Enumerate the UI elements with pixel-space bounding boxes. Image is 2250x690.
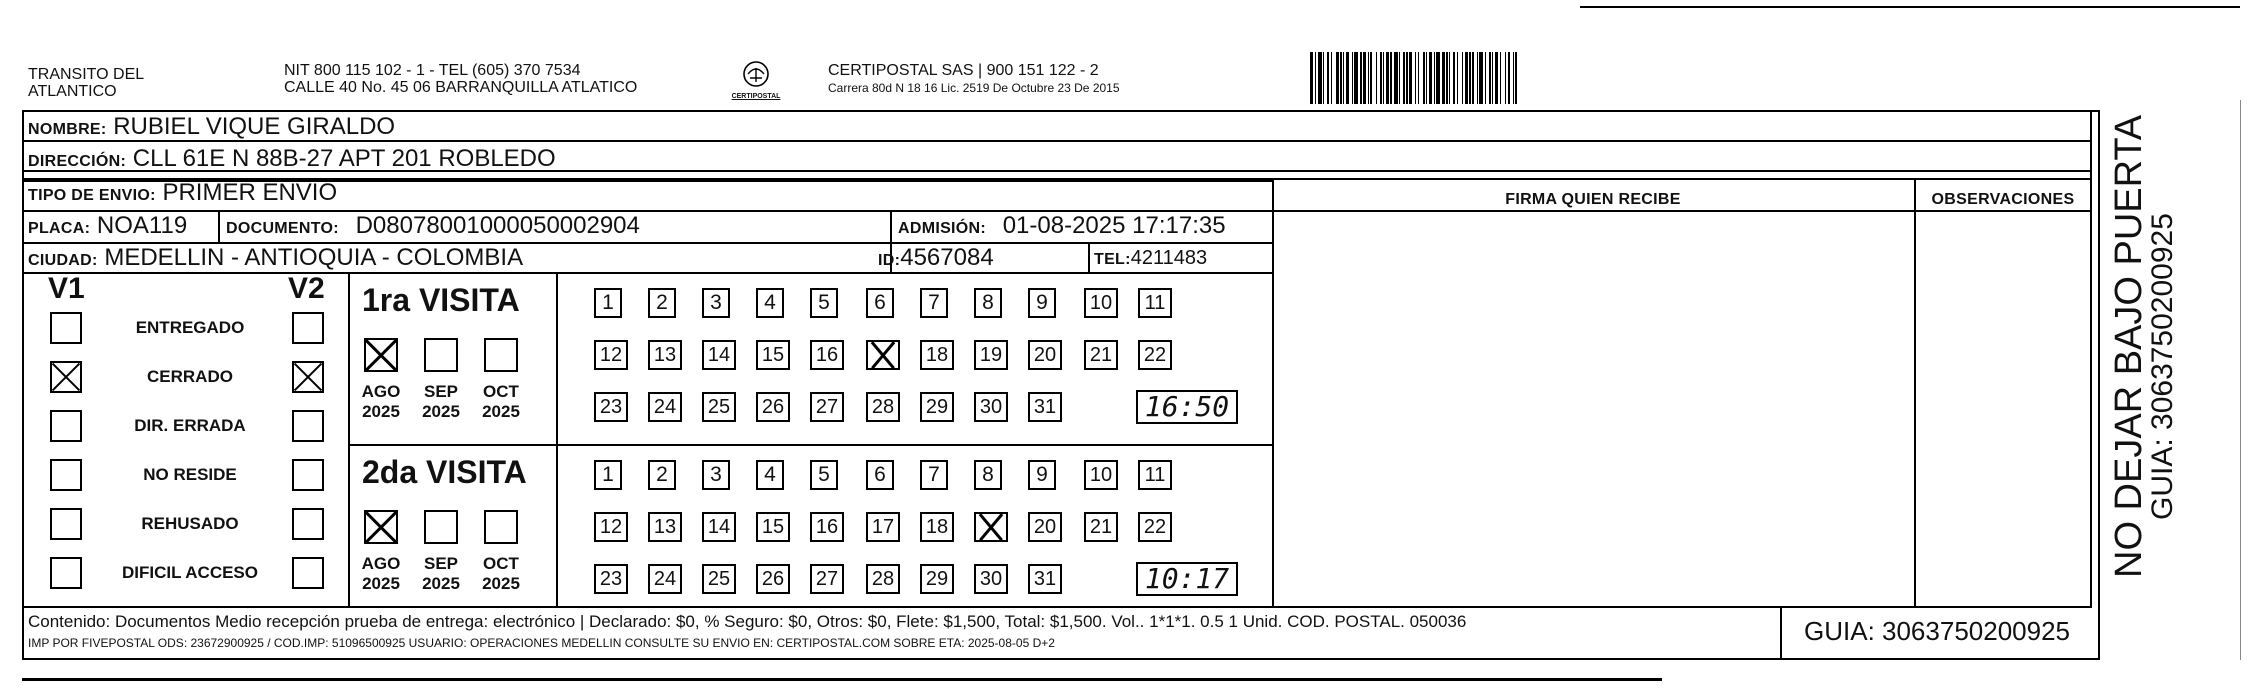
month-block [416, 554, 466, 594]
sep-status-visits [348, 272, 350, 608]
day-box[interactable]: 14 [702, 340, 736, 370]
documento-label: DOCUMENTO: [226, 220, 339, 237]
day-box[interactable]: 14 [702, 512, 736, 542]
admision-label: ADMISIÓN: [898, 220, 987, 237]
footer-contenido: Contenido: Documentos Medio recepción prueba de entrega: electrónico | Declarado: $0, % Seguro: $0, Otros: $0, Flete: $1,500, Total: $1,500. Vol.. 1*1*1. 0.5 1 Unid. COD. POSTAL. 050036 [28, 612, 1467, 631]
side-guia: GUIA: 3063750200925 [2146, 213, 2179, 520]
sep-visit1-visit2 [348, 444, 1274, 446]
month-checkbox[interactable] [364, 338, 398, 372]
carrier-line1: CERTIPOSTAL SAS | 900 151 122 - 2 [828, 62, 1099, 79]
form-border-right [2098, 110, 2100, 660]
placa-row [28, 213, 187, 242]
v2-checkbox[interactable] [292, 557, 324, 589]
status-label: DIR. ERRADA [134, 416, 246, 435]
sep-placa [218, 210, 220, 242]
carrier-block [828, 62, 1120, 95]
tel-value: 4211483 [1130, 247, 1208, 269]
month-label: SEP [423, 382, 459, 401]
day-box[interactable]: 27 [810, 392, 844, 422]
v1-label: V1 [48, 272, 85, 305]
v2-checkbox[interactable] [292, 410, 324, 442]
status-label: CERRADO [147, 367, 233, 386]
day-box[interactable]: 29 [920, 392, 954, 422]
bottom-rule [22, 678, 1662, 681]
inner-right-border [2090, 110, 2092, 608]
status-label: DIFICIL ACCESO [121, 563, 258, 582]
observaciones-label-cell [1916, 184, 2090, 213]
day-box[interactable]: 7 [920, 460, 948, 490]
direccion-value: CLL 61E N 88B-27 APT 201 ROBLEDO [132, 145, 556, 172]
month-label: OCT [483, 382, 519, 401]
year-label: 2025 [422, 574, 460, 593]
day-box[interactable]: 25 [702, 564, 736, 594]
day-box[interactable]: 25 [702, 392, 736, 422]
nombre-value: RUBIEL VIQUE GIRALDO [113, 113, 396, 140]
logo-text: CERTIPOSTAL [731, 93, 781, 100]
form-border-top [22, 110, 2100, 112]
ciudad-row [28, 245, 523, 274]
nombre-label: NOMBRE: [28, 121, 107, 138]
direccion-row [28, 146, 556, 175]
v1-checkbox[interactable] [50, 557, 82, 589]
year-label: 2025 [362, 574, 400, 593]
month-checkbox[interactable] [364, 510, 398, 544]
day-box[interactable]: 2 [648, 460, 676, 490]
month-label: AGO [361, 382, 401, 401]
day-box[interactable]: 31 [1028, 564, 1062, 594]
day-box[interactable] [974, 512, 1008, 542]
day-box[interactable]: 24 [648, 392, 682, 422]
day-box[interactable]: 23 [594, 392, 628, 422]
day-box[interactable]: 3 [702, 460, 730, 490]
documento-row [226, 213, 640, 242]
status-label: ENTREGADO [135, 318, 245, 337]
day-box[interactable]: 28 [866, 392, 900, 422]
barcode-bar [1517, 52, 1520, 104]
day-box[interactable]: 13 [648, 512, 682, 542]
admision-value: 01-08-2025 17:17:35 [1002, 212, 1226, 239]
day-box[interactable]: 10 [1084, 460, 1118, 490]
day-box[interactable]: 5 [810, 288, 838, 318]
sep-months-days [556, 272, 558, 608]
month-block [356, 382, 406, 422]
day-box[interactable]: 15 [756, 512, 790, 542]
day-box[interactable]: 11 [1138, 460, 1172, 490]
ciudad-value: MEDELLIN - ANTIOQUIA - COLOMBIA [104, 244, 524, 271]
footer-imp: IMP POR FIVEPOSTAL ODS: 23672900925 / COD.IMP: 51096500925 USUARIO: OPERACIONES MEDELLIN CONSULTE SU ENVIO EN: CERTIPOSTAL.COM SOBRE ETA: 2025-08-05 D+2 [28, 636, 1055, 650]
month-block [476, 382, 526, 422]
visit-title: 1ra VISITA [362, 282, 520, 318]
day-box[interactable]: 24 [648, 564, 682, 594]
v1-checkbox[interactable] [50, 410, 82, 442]
day-box[interactable]: 9 [1028, 288, 1056, 318]
direccion-label: DIRECCIÓN: [28, 153, 127, 170]
carrier-line2: Carrera 80d N 18 16 Lic. 2519 De Octubre 23 De 2015 [828, 81, 1120, 95]
month-label: AGO [361, 554, 401, 573]
day-box[interactable]: 20 [1028, 512, 1062, 542]
day-box[interactable]: 6 [866, 288, 894, 318]
placa-label: PLACA: [28, 220, 91, 237]
day-box[interactable]: 31 [1028, 392, 1062, 422]
day-box[interactable]: 26 [756, 564, 790, 594]
tipo-value: PRIMER ENVIO [162, 179, 338, 206]
day-box[interactable]: 18 [920, 512, 954, 542]
day-box[interactable]: 19 [974, 340, 1008, 370]
day-box[interactable]: 6 [866, 460, 894, 490]
day-box[interactable]: 20 [1028, 340, 1062, 370]
day-box[interactable]: 11 [1138, 288, 1172, 318]
day-box[interactable]: 15 [756, 340, 790, 370]
v2-checkbox[interactable] [292, 508, 324, 540]
day-box[interactable]: 12 [594, 340, 628, 370]
day-box[interactable]: 26 [756, 392, 790, 422]
day-box[interactable]: 22 [1138, 512, 1172, 542]
day-box[interactable]: 8 [974, 288, 1002, 318]
nit-block [284, 62, 637, 96]
footer-guia: GUIA: 3063750200925 [1804, 616, 2070, 646]
day-box[interactable]: 1 [594, 288, 622, 318]
day-box[interactable]: 17 [866, 512, 900, 542]
day-box[interactable]: 4 [756, 460, 784, 490]
month-block [476, 554, 526, 594]
year-label: 2025 [482, 574, 520, 593]
day-box[interactable]: 22 [1138, 340, 1172, 370]
month-label: SEP [423, 554, 459, 573]
day-box[interactable]: 7 [920, 288, 948, 318]
id-row [878, 245, 994, 274]
sender-line2: ATLANTICO [28, 83, 117, 100]
sender-block [28, 66, 144, 100]
ciudad-label: CIUDAD: [28, 252, 98, 269]
form-border-bottom [22, 658, 2100, 660]
day-box[interactable]: 18 [920, 340, 954, 370]
tipo-label: TIPO DE ENVIO: [28, 187, 156, 204]
right-edge-line [2240, 100, 2241, 660]
month-label: OCT [483, 554, 519, 573]
day-box[interactable]: 8 [974, 460, 1002, 490]
v2-label: V2 [288, 272, 325, 305]
v1-checkbox[interactable] [50, 361, 82, 393]
day-box[interactable]: 12 [594, 512, 628, 542]
day-box[interactable]: 4 [756, 288, 784, 318]
day-box[interactable]: 16 [810, 340, 844, 370]
year-label: 2025 [362, 402, 400, 421]
day-box[interactable]: 23 [594, 564, 628, 594]
observaciones-label: OBSERVACIONES [1931, 191, 2075, 208]
day-box[interactable]: 13 [648, 340, 682, 370]
year-label: 2025 [482, 402, 520, 421]
day-box[interactable]: 1 [594, 460, 622, 490]
visit-time[interactable]: 16:50 [1136, 390, 1238, 424]
day-box[interactable]: 16 [810, 512, 844, 542]
col-firma-left [1272, 178, 1274, 608]
nombre-row [28, 114, 395, 143]
v2-checkbox[interactable] [292, 361, 324, 393]
month-checkbox[interactable] [484, 510, 518, 544]
sender-line1: TRANSITO DEL [28, 66, 145, 83]
nit-line1: NIT 800 115 102 - 1 - TEL (605) 370 7534 [284, 62, 581, 79]
day-box[interactable]: 2 [648, 288, 676, 318]
firma-label: FIRMA QUIEN RECIBE [1505, 191, 1681, 208]
v2-checkbox[interactable] [292, 312, 324, 344]
status-label: REHUSADO [141, 514, 239, 533]
day-box[interactable] [866, 340, 900, 370]
day-box[interactable]: 27 [810, 564, 844, 594]
v2-checkbox[interactable] [292, 459, 324, 491]
documento-value: D08078001000050002904 [355, 212, 640, 239]
visit-time[interactable]: 10:17 [1136, 562, 1238, 596]
nit-line2: CALLE 40 No. 45 06 BARRANQUILLA ATLATICO [284, 79, 638, 96]
month-checkbox[interactable] [424, 338, 458, 372]
status-label: NO RESIDE [143, 465, 237, 484]
month-block [356, 554, 406, 594]
admision-row [898, 213, 1226, 242]
month-block [416, 382, 466, 422]
v1-checkbox[interactable] [50, 508, 82, 540]
certipostal-logo [728, 58, 784, 104]
day-box[interactable]: 30 [974, 564, 1008, 594]
day-box[interactable]: 21 [1084, 512, 1118, 542]
day-box[interactable]: 30 [974, 392, 1008, 422]
month-checkbox[interactable] [484, 338, 518, 372]
v1-checkbox[interactable] [50, 459, 82, 491]
firma-label-cell [1272, 184, 1914, 213]
tipo-row [28, 180, 337, 209]
barcode [1310, 52, 1920, 104]
day-box[interactable]: 3 [702, 288, 730, 318]
top-rule [1580, 6, 2240, 8]
year-label: 2025 [422, 402, 460, 421]
day-box[interactable]: 28 [866, 564, 900, 594]
side-warning: NO DEJAR BAJO PUERTA [2108, 114, 2150, 578]
form-border-left [22, 110, 24, 660]
sep-tel [1088, 242, 1090, 272]
day-box[interactable]: 21 [1084, 340, 1118, 370]
tel-label: TEL: [1094, 251, 1131, 268]
month-checkbox[interactable] [424, 510, 458, 544]
id-value: 4567084 [900, 244, 994, 271]
id-label: ID: [878, 252, 901, 269]
col-obs-left [1914, 178, 1916, 608]
day-box[interactable]: 29 [920, 564, 954, 594]
day-box[interactable]: 10 [1084, 288, 1118, 318]
day-box[interactable]: 5 [810, 460, 838, 490]
v1-checkbox[interactable] [50, 312, 82, 344]
day-box[interactable]: 9 [1028, 460, 1056, 490]
visit-title: 2da VISITA [362, 454, 527, 490]
placa-value: NOA119 [96, 212, 188, 239]
tel-row [1094, 245, 1207, 273]
